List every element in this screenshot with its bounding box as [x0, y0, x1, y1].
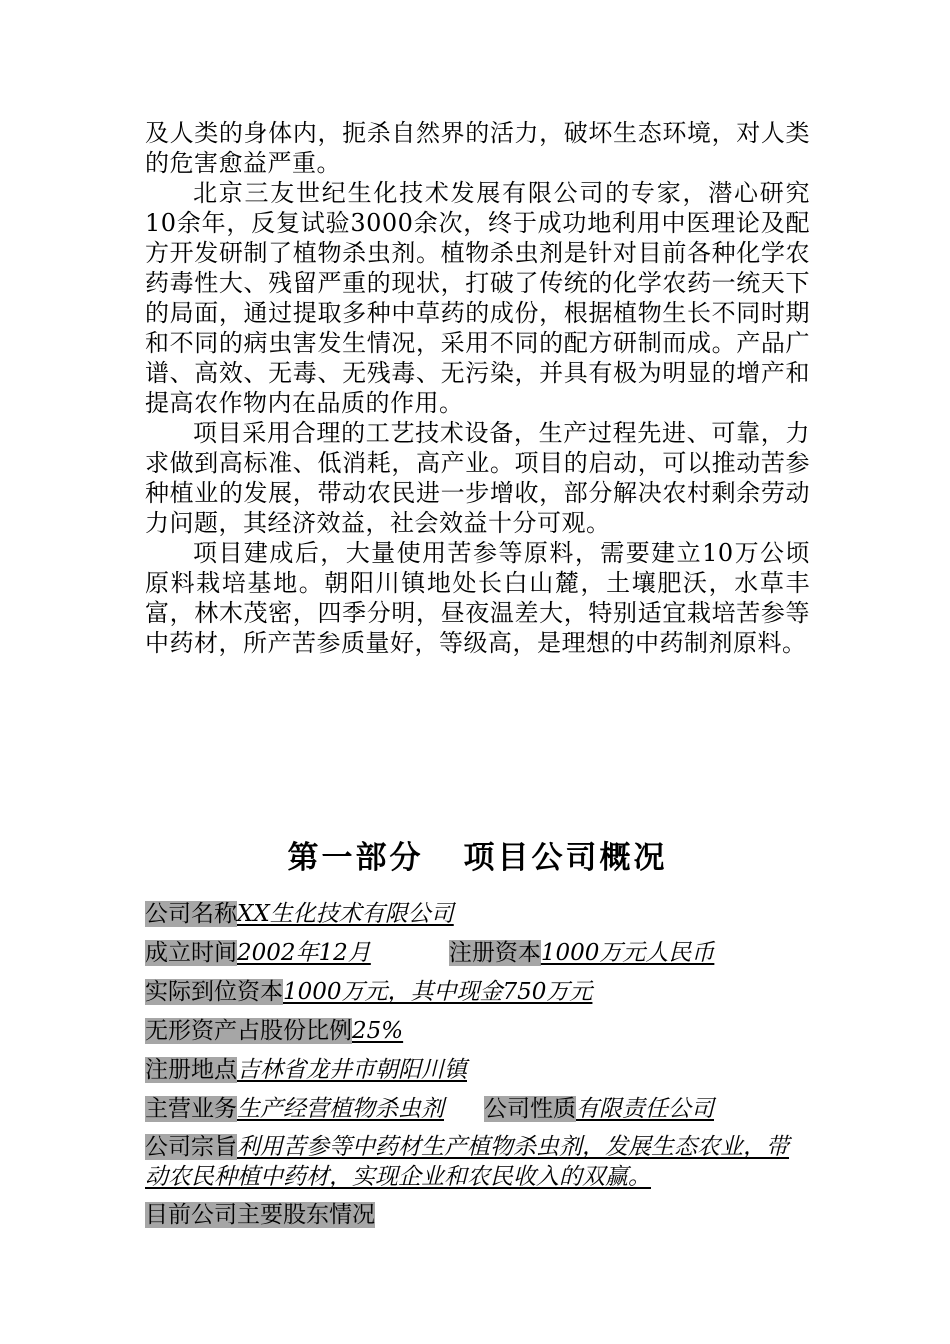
founded-label: 成立时间 — [145, 940, 237, 966]
reg-address-row — [145, 1055, 815, 1085]
paragraph-4: 项目建成后，大量使用苦参等原料，需要建立10万公顷原料栽培基地。朝阳川镇地处长白山麓，土壤肥沃，水草丰富，林木茂密，四季分明，昼夜温差大，特别适宜栽培苦参等中药材，所产苦参质量好，等级高，是理想的中药制剂原料。 — [145, 539, 810, 657]
reg-address-value: 吉林省龙井市朝阳川镇 — [237, 1057, 467, 1083]
purpose-value: 利用苦参等中药材生产植物杀虫剂，发展生态农业，带动农民种植中药材，实现企业和农民收入的双赢。 — [145, 1134, 789, 1190]
purpose-label: 公司宗旨 — [145, 1134, 237, 1160]
reg-capital-value: 1000万元人民币 — [540, 940, 715, 966]
business-row — [145, 1094, 815, 1124]
business-value: 生产经营植物杀虫剂 — [237, 1096, 444, 1122]
shareholders-label: 目前公司主要股东情况 — [145, 1202, 375, 1228]
company-name-value: XX生化技术有限公司 — [237, 901, 454, 927]
paragraph-3: 项目采用合理的工艺技术设备，生产过程先进、可靠，力求做到高标准、低消耗，高产业。项目的启动，可以推动苦参种植业的发展，带动农民进一步增收，部分解决农村剩余劳动力问题，其经济效益，社会效益十分可观。 — [145, 419, 810, 537]
reg-address-label: 注册地点 — [145, 1057, 237, 1083]
nature-label: 公司性质 — [484, 1096, 576, 1122]
paragraph-1: 及人类的身体内，扼杀自然界的活力，破坏生态环境，对人类的危害愈益严重。 — [145, 119, 810, 177]
company-name-label: 公司名称 — [145, 901, 237, 927]
founded-value: 2002年12月 — [237, 940, 371, 966]
nature-value: 有限责任公司 — [576, 1096, 714, 1122]
intangible-value: 25% — [352, 1018, 404, 1044]
founded-row — [145, 938, 815, 968]
section-title — [145, 832, 810, 877]
intangible-label: 无形资产占股份比例 — [145, 1018, 352, 1044]
paid-capital-label: 实际到位资本 — [145, 979, 283, 1005]
paid-capital-value: 1000万元，其中现金750万元 — [283, 979, 593, 1005]
company-name-row — [145, 899, 815, 929]
business-label: 主营业务 — [145, 1096, 237, 1122]
section-title-name: 项目公司概况 — [463, 840, 668, 876]
intangible-row — [145, 1016, 815, 1046]
shareholders-row — [145, 1200, 815, 1230]
purpose-row — [145, 1132, 810, 1192]
section-title-part: 第一部分 — [287, 840, 424, 876]
paid-capital-row — [145, 977, 815, 1007]
body-text — [145, 118, 810, 658]
reg-capital-label: 注册资本 — [448, 940, 541, 966]
paragraph-2: 北京三友世纪生化技术发展有限公司的专家，潜心研究10余年，反复试验3000余次，终于成功地利用中医理论及配方开发研制了植物杀虫剂。植物杀虫剂是针对目前各种化学农药毒性大、残留严重的现状，打破了传统的化学农药一统天下的局面，通过提取多种中草药的成份，根据植物生长不同时期和不同的病虫害发生情况，采用不同的配方研制而成。产品广谱、高效、无毒、无残毒、无污染，并具有极为明显的增产和提高农作物内在品质的作用。 — [145, 179, 810, 417]
